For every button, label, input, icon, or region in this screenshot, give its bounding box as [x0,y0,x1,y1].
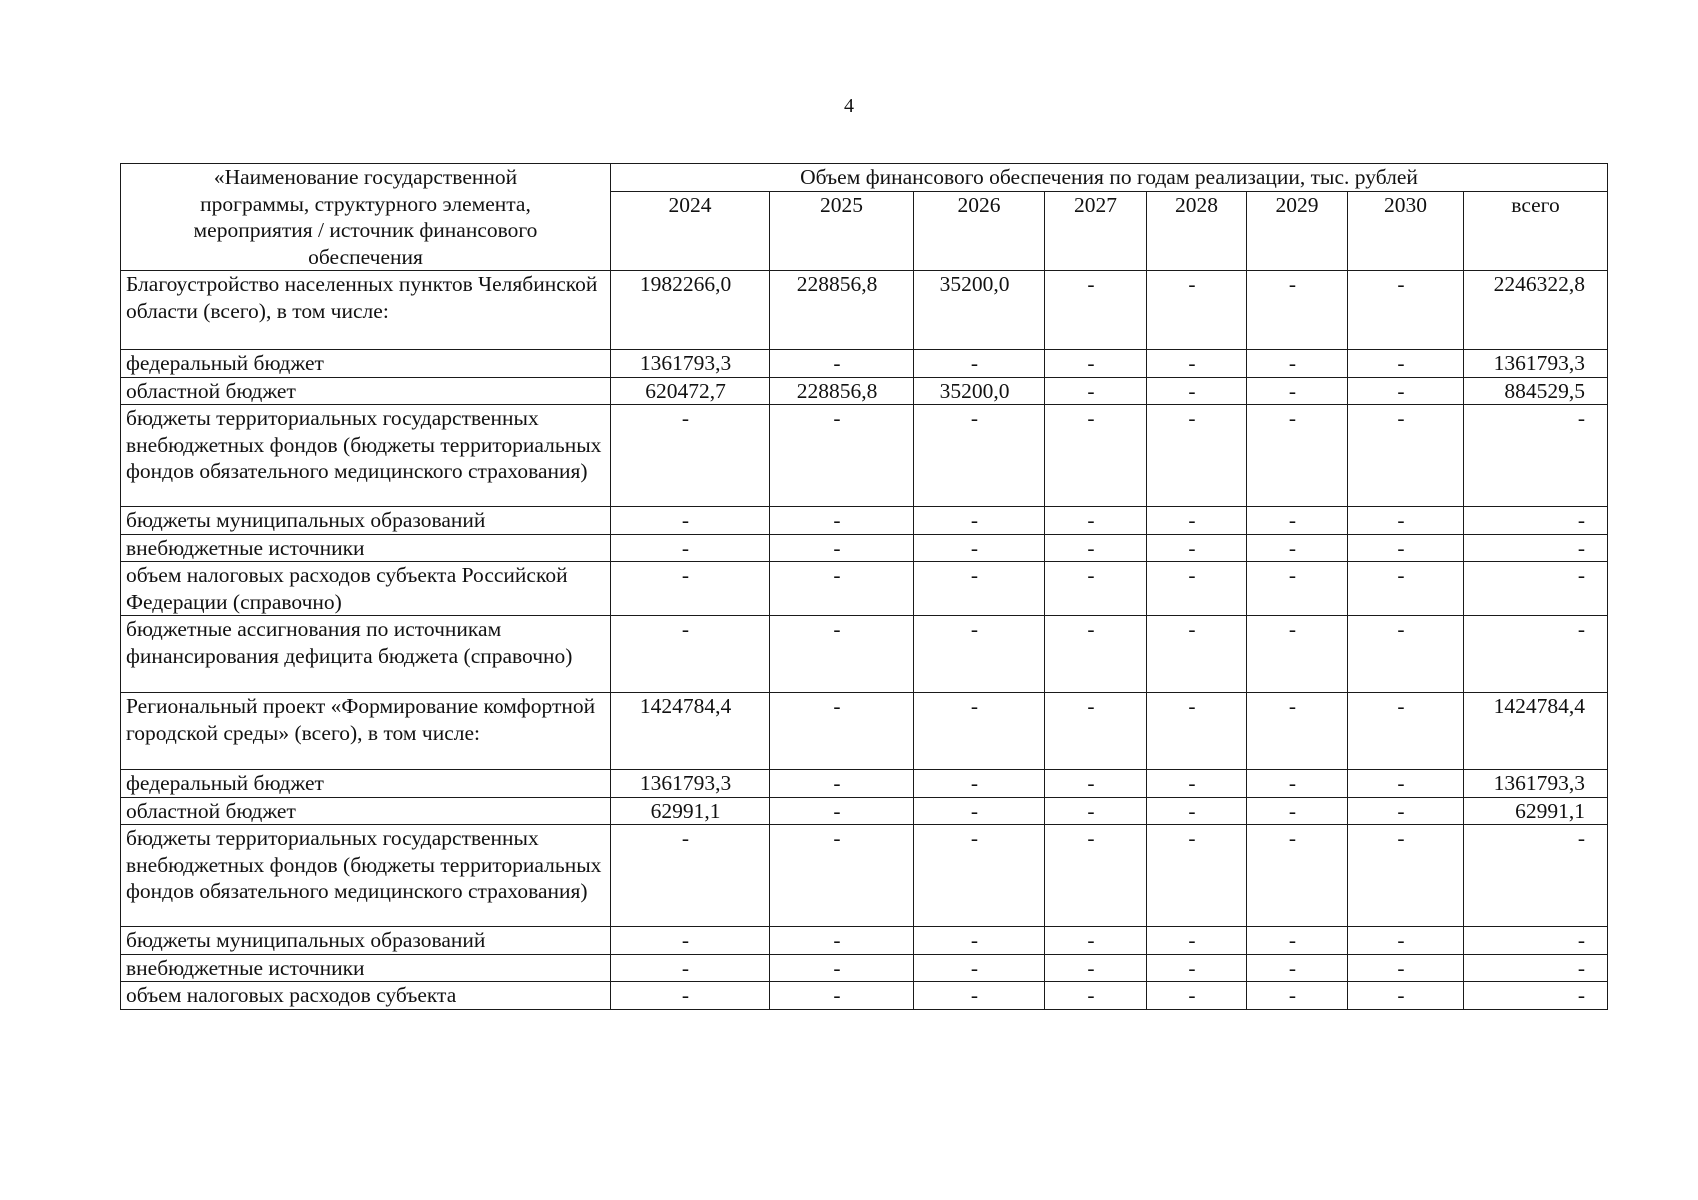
row-label: внебюджетные источники [121,534,611,562]
value-cell: - [1045,797,1147,825]
value-cell: - [1247,927,1348,955]
value-cell: - [1247,693,1348,770]
value-cell: - [611,507,770,535]
value-cell: - [770,825,914,927]
row-label: внебюджетные источники [121,954,611,982]
value-cell: - [611,405,770,507]
financing-group-header: Объем финансового обеспечения по годам реализации, тыс. рублей [611,164,1608,192]
value-cell: - [611,954,770,982]
value-cell: - [1147,825,1247,927]
value-cell: - [1348,377,1464,405]
year-header: 2030 [1348,191,1464,270]
total-cell: 1361793,3 [1464,350,1608,378]
value-cell: - [1045,507,1147,535]
value-cell: - [770,507,914,535]
total-cell: 62991,1 [1464,797,1608,825]
value-cell: - [1348,770,1464,798]
row-label: областной бюджет [121,377,611,405]
value-cell: - [1348,693,1464,770]
row-label: объем налоговых расходов субъекта Российской Федерации (справочно) [121,562,611,616]
value-cell: - [1045,405,1147,507]
value-cell: - [770,350,914,378]
value-cell: - [1045,693,1147,770]
value-cell: - [770,534,914,562]
value-cell: - [1147,982,1247,1010]
table-row [121,405,1608,507]
value-cell: - [1348,982,1464,1010]
total-cell: - [1464,825,1608,927]
value-cell: - [914,770,1045,798]
table-row [121,770,1608,798]
value-cell: - [914,825,1045,927]
value-cell: - [1045,534,1147,562]
value-cell: - [914,534,1045,562]
value-cell: - [1247,770,1348,798]
value-cell: - [770,770,914,798]
value-cell: - [770,616,914,693]
value-cell: 35200,0 [914,377,1045,405]
value-cell: - [914,693,1045,770]
value-cell: 1361793,3 [611,770,770,798]
value-cell: - [1045,377,1147,405]
value-cell: - [1247,982,1348,1010]
value-cell: - [1045,271,1147,350]
row-label: бюджеты муниципальных образований [121,507,611,535]
value-cell: - [611,562,770,616]
table-row [121,825,1608,927]
value-cell: 1361793,3 [611,350,770,378]
value-cell: - [1247,534,1348,562]
value-cell: - [1247,825,1348,927]
value-cell: - [1045,350,1147,378]
year-header: 2029 [1247,191,1348,270]
value-cell: - [1247,377,1348,405]
table-row [121,797,1608,825]
value-cell: - [1045,825,1147,927]
total-cell: 2246322,8 [1464,271,1608,350]
row-label: федеральный бюджет [121,350,611,378]
total-cell: - [1464,534,1608,562]
table-row [121,982,1608,1010]
value-cell: - [1348,405,1464,507]
total-cell: - [1464,562,1608,616]
value-cell: - [1348,825,1464,927]
value-cell: - [914,982,1045,1010]
value-cell: - [770,405,914,507]
value-cell: - [611,982,770,1010]
value-cell: - [1147,616,1247,693]
value-cell: - [1147,350,1247,378]
value-cell: - [1045,982,1147,1010]
value-cell: - [1247,271,1348,350]
row-label: Региональный проект «Формирование комфортной городской среды» (всего), в том числе: [121,693,611,770]
value-cell: - [914,616,1045,693]
total-cell: - [1464,927,1608,955]
table-row [121,534,1608,562]
value-cell: 228856,8 [770,271,914,350]
value-cell: - [1348,271,1464,350]
value-cell: - [1348,797,1464,825]
value-cell: - [1045,562,1147,616]
year-header: 2028 [1147,191,1247,270]
value-cell: - [1247,797,1348,825]
row-label: федеральный бюджет [121,770,611,798]
value-cell: - [1348,350,1464,378]
total-cell: 1424784,4 [1464,693,1608,770]
value-cell: - [611,825,770,927]
value-cell: - [1045,770,1147,798]
value-cell: - [770,797,914,825]
table-row [121,377,1608,405]
row-label: бюджетные ассигнования по источникам финансирования дефицита бюджета (справочно) [121,616,611,693]
total-cell: - [1464,954,1608,982]
row-label: бюджеты территориальных государственных внебюджетных фондов (бюджеты территориальных фондов обязательного медицинского страхования) [121,825,611,927]
year-header: 2025 [770,191,914,270]
row-label: бюджеты территориальных государственных внебюджетных фондов (бюджеты территориальных фондов обязательного медицинского страхования) [121,405,611,507]
total-cell: - [1464,616,1608,693]
table-row [121,954,1608,982]
value-cell: - [611,616,770,693]
row-label: Благоустройство населенных пунктов Челябинской области (всего), в том числе: [121,271,611,350]
value-cell: - [1147,562,1247,616]
value-cell: - [914,954,1045,982]
year-header: 2027 [1045,191,1147,270]
year-header: 2024 [611,191,770,270]
value-cell: - [1147,927,1247,955]
value-cell: - [1348,927,1464,955]
total-cell: 1361793,3 [1464,770,1608,798]
value-cell: - [770,693,914,770]
table-row [121,350,1608,378]
table-body [121,271,1608,1010]
value-cell: - [1147,770,1247,798]
value-cell: - [770,927,914,955]
value-cell: - [1045,954,1147,982]
table-row [121,927,1608,955]
value-cell: - [1348,507,1464,535]
value-cell: - [1247,507,1348,535]
value-cell: 228856,8 [770,377,914,405]
value-cell: - [1147,534,1247,562]
value-cell: 35200,0 [914,271,1045,350]
table-row [121,562,1608,616]
value-cell: - [1247,616,1348,693]
total-cell: 884529,5 [1464,377,1608,405]
row-label: объем налоговых расходов субъекта [121,982,611,1010]
value-cell: - [611,534,770,562]
row-label: бюджеты муниципальных образований [121,927,611,955]
value-cell: 62991,1 [611,797,770,825]
value-cell: - [1348,954,1464,982]
value-cell: 1424784,4 [611,693,770,770]
value-cell: - [914,350,1045,378]
table-row [121,693,1608,770]
value-cell: - [1247,405,1348,507]
table-row [121,507,1608,535]
value-cell: - [1147,693,1247,770]
year-header: 2026 [914,191,1045,270]
value-cell: - [914,507,1045,535]
value-cell: - [1247,954,1348,982]
value-cell: - [1348,534,1464,562]
value-cell: 1982266,0 [611,271,770,350]
value-cell: - [1348,616,1464,693]
value-cell: - [1147,405,1247,507]
total-cell: - [1464,405,1608,507]
value-cell: - [1247,350,1348,378]
name-column-header: «Наименование государственной программы, структурного элемента, мероприятия / источник финансового обеспечения [121,164,611,271]
value-cell: 620472,7 [611,377,770,405]
table-row [121,616,1608,693]
value-cell: - [1045,927,1147,955]
total-cell: - [1464,982,1608,1010]
value-cell: - [1147,954,1247,982]
page-number: 4 [844,95,854,117]
value-cell: - [770,982,914,1010]
value-cell: - [914,405,1045,507]
total-cell: - [1464,507,1608,535]
value-cell: - [914,797,1045,825]
value-cell: - [1147,271,1247,350]
value-cell: - [914,562,1045,616]
row-label: областной бюджет [121,797,611,825]
header-row-group [121,164,1608,192]
value-cell: - [1348,562,1464,616]
value-cell: - [1147,797,1247,825]
table-row [121,271,1608,350]
value-cell: - [914,927,1045,955]
value-cell: - [1147,377,1247,405]
total-header: всего [1464,191,1608,270]
value-cell: - [770,954,914,982]
value-cell: - [1045,616,1147,693]
financing-table [120,163,1608,1010]
value-cell: - [1247,562,1348,616]
value-cell: - [611,927,770,955]
value-cell: - [1147,507,1247,535]
value-cell: - [770,562,914,616]
